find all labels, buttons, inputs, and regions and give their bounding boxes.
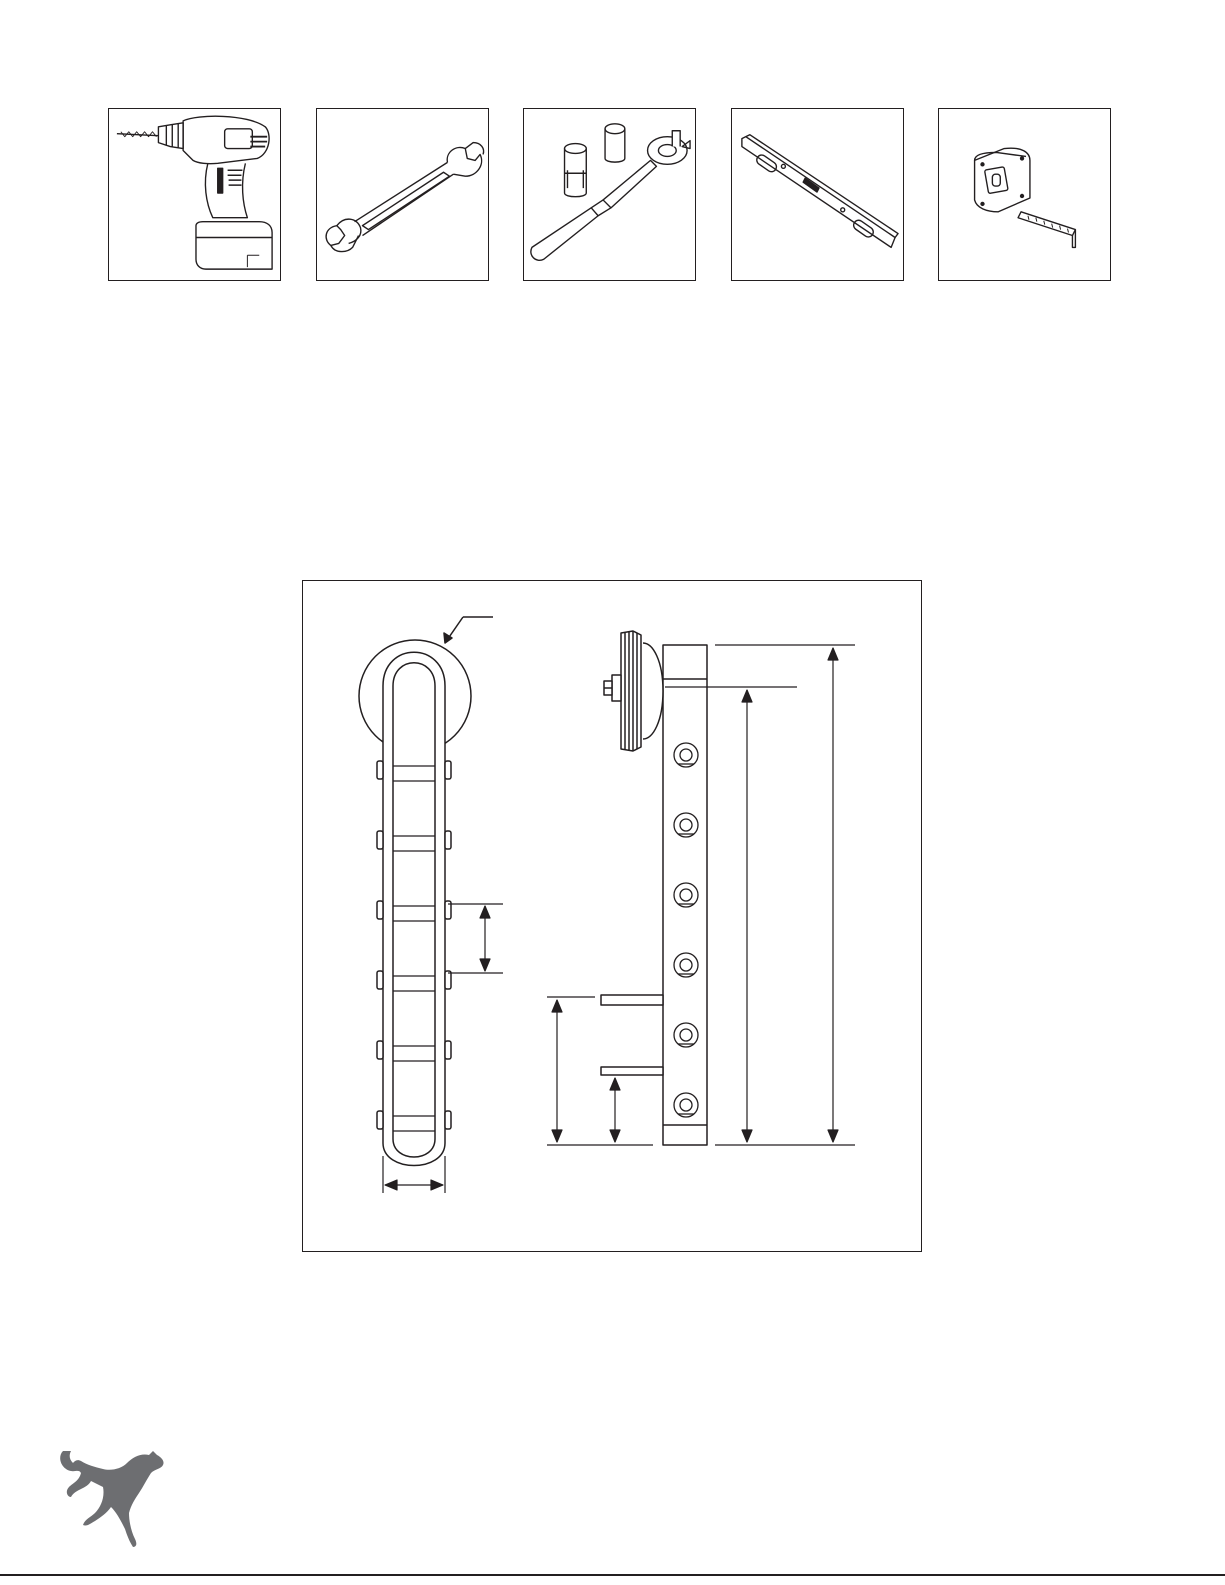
anti-jump-upper-dimension bbox=[552, 1000, 562, 1142]
ratchet-socket-set-icon bbox=[524, 109, 695, 280]
horse-logo-icon bbox=[55, 1447, 170, 1550]
overall-height-dimension bbox=[828, 648, 838, 1142]
anti-jump-lower-dimension bbox=[610, 1078, 620, 1142]
tool-box-wrench bbox=[316, 108, 489, 281]
hanger-side-plate bbox=[663, 645, 707, 1145]
footer-rule bbox=[0, 1574, 1225, 1576]
anti-jump-lower bbox=[601, 1067, 663, 1075]
side-view bbox=[547, 631, 855, 1145]
spirit-level-icon bbox=[732, 109, 903, 280]
wheel-side bbox=[604, 631, 663, 751]
front-view bbox=[359, 617, 503, 1193]
tool-box-drill bbox=[108, 108, 281, 281]
bolt-spacing-dimension bbox=[448, 904, 503, 973]
tool-box-tape bbox=[938, 108, 1111, 281]
track-height-dimension bbox=[742, 690, 752, 1142]
anti-jump-upper bbox=[601, 995, 663, 1005]
hanger-dimension-diagram bbox=[302, 580, 922, 1252]
tool-box-ratchet bbox=[523, 108, 696, 281]
cordless-drill-icon bbox=[109, 109, 280, 280]
tool-box-level bbox=[731, 108, 904, 281]
tape-measure-icon bbox=[939, 109, 1110, 280]
open-end-wrench-icon bbox=[317, 109, 488, 280]
